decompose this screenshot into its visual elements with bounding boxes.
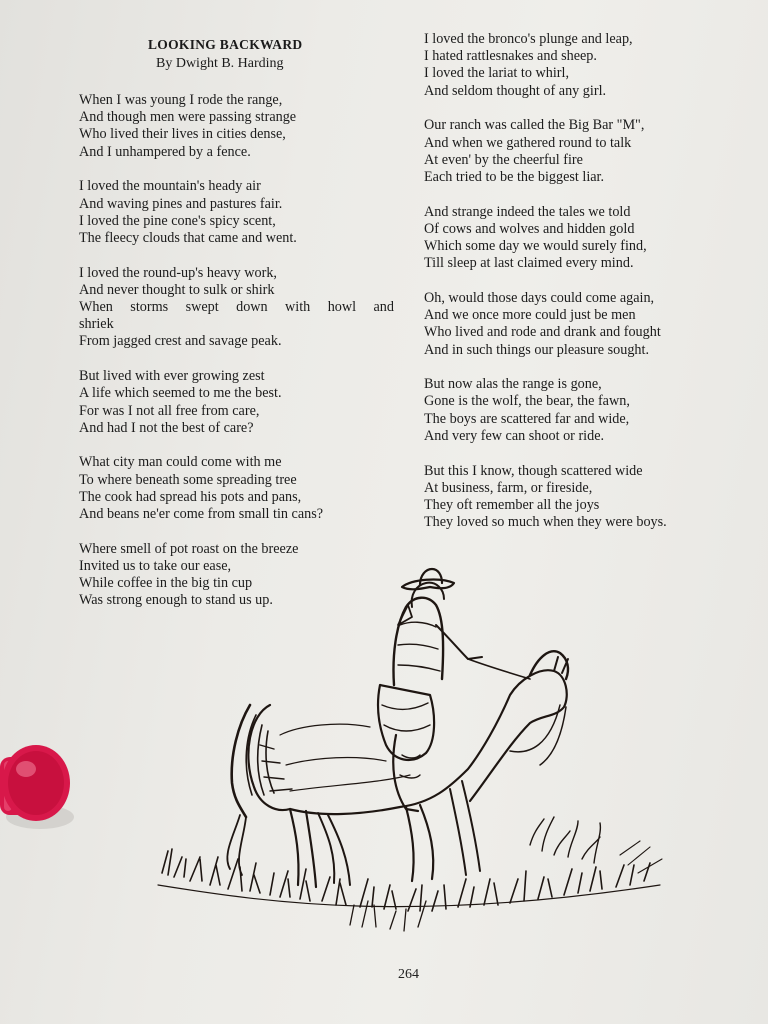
poem-line: And waving pines and pastures fair. xyxy=(79,195,283,212)
cowboy-rider-icon xyxy=(378,569,530,811)
poem-line: Of cows and wolves and hidden gold xyxy=(424,220,635,237)
poem-line: And never thought to sulk or shirk xyxy=(79,281,275,298)
horse-icon xyxy=(227,651,568,887)
poem-line: At business, farm, or fireside, xyxy=(424,479,593,496)
poem-line: Oh, would those days could come again, xyxy=(424,289,655,306)
poem-line: From jagged crest and savage peak. xyxy=(79,333,282,350)
poem-line: But lived with ever growing zest xyxy=(79,368,265,385)
stanza xyxy=(424,31,724,100)
poem-line: And in such things our pleasure sought. xyxy=(424,341,650,358)
stanza xyxy=(424,204,724,273)
stanza xyxy=(424,117,724,186)
poem-line: Our ranch was called the Big Bar "M", xyxy=(424,117,645,134)
poem-line: Who lived their lives in cities dense, xyxy=(79,126,286,143)
poem-line: At even' by the cheerful fire xyxy=(424,151,583,168)
poem-line: Till sleep at last claimed every mind. xyxy=(424,255,634,272)
poem-line: Gone is the wolf, the bear, the fawn, xyxy=(424,393,630,410)
poem-line: Which some day we would surely find, xyxy=(424,238,647,255)
stanza xyxy=(424,290,724,359)
poem-line: I loved the mountain's heady air xyxy=(79,178,261,195)
poem-line: When I was young I rode the range, xyxy=(79,92,283,108)
poem-line: They loved so much when they were boys. xyxy=(424,514,667,531)
stanza xyxy=(79,92,397,161)
stanza xyxy=(79,178,397,247)
poem-title: LOOKING BACKWARD xyxy=(148,37,303,52)
poem-line: Invited us to take our ease, xyxy=(79,557,232,574)
poem-line: While coffee in the big tin cup xyxy=(79,575,253,592)
poem-line: A life which seemed to me the best. xyxy=(79,385,282,402)
poem-line: Who lived and rode and drank and fought xyxy=(424,324,661,341)
poem-line: And very few can shoot or ride. xyxy=(424,427,605,444)
stanza xyxy=(424,463,724,532)
poem-line: For was I not all free from care, xyxy=(79,402,260,419)
poem-line: When storms swept down with howl and xyxy=(79,299,394,316)
poem-line: And I unhampered by a fence. xyxy=(79,143,251,160)
stanza xyxy=(79,368,397,437)
stanza xyxy=(79,265,397,351)
poem-line: And though men were passing strange xyxy=(79,109,297,126)
poem-line: I loved the bronco's plunge and leap, xyxy=(424,31,633,47)
poem-line: Each tried to be the biggest liar. xyxy=(424,168,605,185)
poem-line: But now alas the range is gone, xyxy=(424,376,602,393)
poem-line: The boys are scattered far and wide, xyxy=(424,410,630,427)
poem-line: I loved the lariat to whirl, xyxy=(424,65,569,82)
stanza xyxy=(79,454,397,523)
poem-left-column xyxy=(79,92,397,627)
poem-line: And we once more could just be men xyxy=(424,307,636,324)
poem-line: I loved the pine cone's spicy scent, xyxy=(79,212,276,229)
poem-line: The cook had spread his pots and pans, xyxy=(79,488,302,505)
poem-line: What city man could come with me xyxy=(79,454,282,471)
poem-line: And strange indeed the tales we told xyxy=(424,203,631,220)
poem-line: They oft remember all the joys xyxy=(424,496,600,513)
poem-line: And beans ne'er come from small tin cans? xyxy=(79,506,324,523)
poem-line: The fleecy clouds that came and went. xyxy=(79,229,297,246)
poem-line: But this I know, though scattered wide xyxy=(424,462,643,479)
stanza xyxy=(424,376,724,445)
poem-line: I hated rattlesnakes and sheep. xyxy=(424,48,597,65)
page-number: 264 xyxy=(398,967,419,982)
poem-line: shriek xyxy=(79,316,114,333)
poem-line: To where beneath some spreading tree xyxy=(79,471,297,488)
cowboy-horse-illustration xyxy=(150,555,670,955)
poem-line: I loved the round-up's heavy work, xyxy=(79,264,277,281)
poem-line: And when we gathered round to talk xyxy=(424,134,632,151)
poem-line: And had I not the best of care? xyxy=(79,419,254,436)
poem-author: By Dwight B. Harding xyxy=(156,56,284,71)
poem-line: Where smell of pot roast on the breeze xyxy=(79,540,299,557)
poem-right-column xyxy=(424,31,724,549)
poem-line: And seldom thought of any girl. xyxy=(424,82,607,99)
poem-line: Was strong enough to stand us up. xyxy=(79,592,273,609)
push-pin-icon xyxy=(0,735,80,845)
